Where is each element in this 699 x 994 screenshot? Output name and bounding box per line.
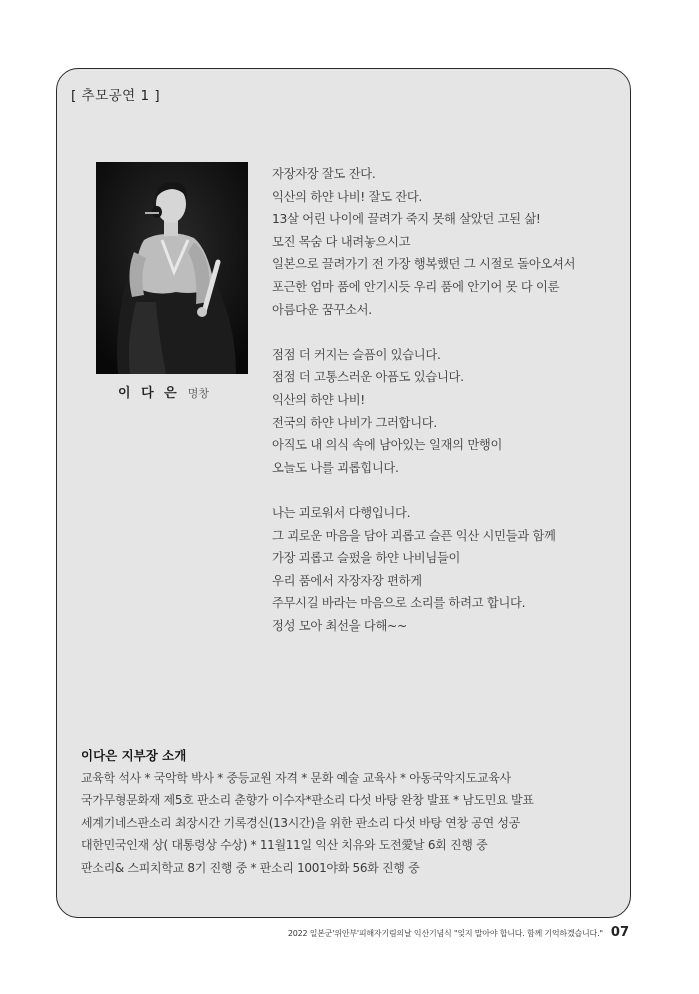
bio-line: 대한민국인재 상( 대통령상 수상) * 11월11일 익산 치유와 도전愛날 6회 진행 중	[81, 838, 488, 853]
footer-text: 2022 일본군'위안부'피해자기림의날 익산기념식 "잊지 말아야 합니다. 함께 기억하겠습니다."	[287, 929, 603, 938]
photo-caption	[118, 382, 209, 401]
bio-line: 국가무형문화재 제5호 판소리 춘향가 이수자*판소리 다섯 바탕 완창 발표 * 남도민요 발표	[81, 793, 534, 808]
poem-line: 점점 더 커지는 슬픔이 있습니다.	[272, 347, 441, 362]
stanza-gap	[272, 479, 622, 502]
poem-line: 정성 모아 최선을 다해~~	[272, 618, 408, 633]
poem-text	[272, 163, 622, 637]
performer-photo	[96, 162, 248, 374]
poem-line: 익산의 하얀 나비!	[272, 392, 365, 407]
poem-line: 13살 어린 나이에 끌려가 죽지 못해 살았던 고된 삶!	[272, 212, 541, 227]
bio-line: 교육학 석사 * 국악학 박사 * 중등교원 자격 * 문화 예술 교육사 * 아동국악지도교육사	[81, 771, 511, 785]
page-footer	[288, 925, 629, 940]
poem-line: 아름다운 꿈꾸소서.	[272, 302, 372, 317]
poem-line: 자장자장 잘도 잔다.	[272, 167, 376, 181]
poem-line: 모진 목숨 다 내려놓으시고	[272, 234, 411, 249]
poem-line: 오늘도 나를 괴롭힙니다.	[272, 460, 399, 475]
poem-line: 나는 괴로워서 다행입니다.	[272, 505, 411, 520]
poem-line: 그 괴로운 마음을 담아 괴롭고 슬픈 익산 시민들과 함께	[272, 528, 556, 543]
poem-line: 익산의 하얀 나비! 잘도 잔다.	[272, 189, 423, 204]
bio-section	[81, 746, 621, 879]
poem-line: 우리 품에서 자장자장 편하게	[272, 573, 422, 588]
poem-line: 전국의 하얀 나비가 그러합니다.	[272, 415, 437, 430]
poem-line: 아직도 내 의식 속에 남아있는 일재의 만행이	[272, 438, 503, 453]
bio-line: 판소리& 스피치학교 8기 진행 중 * 판소리 1001야화 56화 진행 중	[81, 860, 420, 875]
page-number: 07	[610, 925, 629, 940]
poem-line: 일본으로 끌려가기 전 가장 행복했던 그 시절로 돌아오셔서	[272, 257, 576, 272]
stanza-gap	[272, 321, 622, 344]
poem-line: 주무시길 바라는 마음으로 소리를 하려고 합니다.	[272, 596, 526, 611]
poem-line: 점점 더 고통스러운 아픔도 있습니다.	[272, 370, 464, 385]
performer-name: 이 다 은	[118, 386, 180, 401]
section-tag: [ 추모공연 1 ]	[71, 88, 161, 104]
poem-line: 포근한 엄마 품에 안기시듯 우리 품에 안기어 못 다 이룬	[272, 279, 560, 294]
performer-title: 명창	[187, 387, 209, 400]
bio-heading: 이다은 지부장 소개	[81, 748, 187, 763]
poem-line: 가장 괴롭고 슬펐을 하얀 나비님들이	[272, 551, 461, 566]
bio-line: 세계기네스판소리 최장시간 기록경신(13시간)을 위한 판소리 다섯 바탕 연창 공연 성공	[81, 815, 520, 830]
